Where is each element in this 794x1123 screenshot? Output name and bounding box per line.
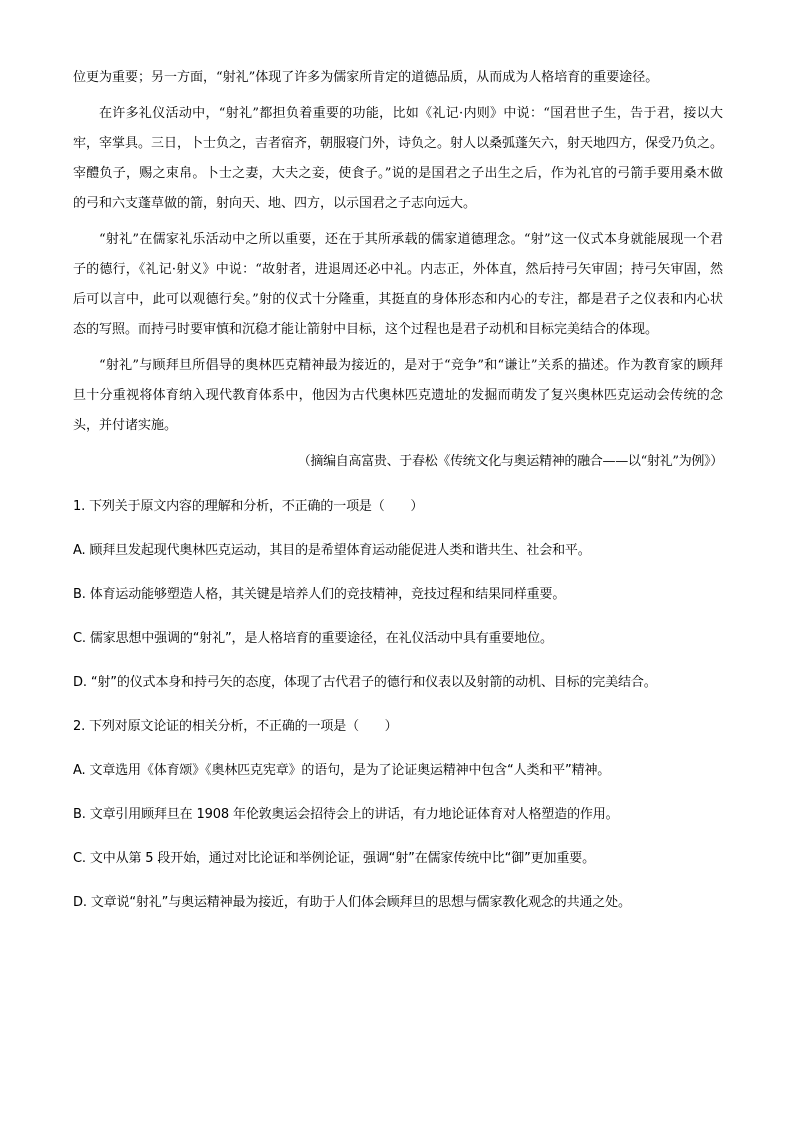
question-2 xyxy=(73,705,723,925)
answer-option-b: B. 文章引用顾拜旦在 1908 年伦敦奥运会招待会上的讲话，有力地论证体育对人格塑造的作用。 xyxy=(73,807,619,822)
passage-paragraph: “射礼”与顾拜旦所倡导的奥林匹克精神最为接近的，是对于“竞争”和“谦让”关系的描述。作为教育家的顾拜旦十分重视将体育纳入现代教育体系中，他因为古代奥林匹克遗址的发掘而萌发了复兴奥林匹克运动会传统的念头，并付诸实施。 xyxy=(73,358,723,433)
answer-option-b: B. 体育运动能够塑造人格，其关键是培养人们的竞技精神，竞技过程和结果同样重要。 xyxy=(73,587,566,602)
passage-paragraph: 在许多礼仪活动中，“射礼”都担负着重要的功能，比如《礼记·内则》中说：“国君世子生，告于君，接以大牢，宰掌具。三日，卜士负之，吉者宿齐，朝服寝门外，诗负之。射人以桑弧蓬矢六，射天地四方，保受乃负之。宰醴负子，赐之束帛。卜士之妻，大夫之妾，使食子。”说的是国君之子出生之后，作为礼官的弓箭手要用桑木做的弓和六支蓬草做的箭，射向天、地、四方，以示国君之子志向远大。 xyxy=(73,106,724,211)
answer-option-d: D. “射”的仪式本身和持弓矢的态度，体现了古代君子的德行和仪表以及射箭的动机、目标的完美结合。 xyxy=(73,675,657,690)
question-stem: 1. 下列关于原文内容的理解和分析，不正确的一项是（ ） xyxy=(73,499,424,514)
answer-option-a: A. 顾拜旦发起现代奥林匹克运动，其目的是希望体育运动能促进人类和谐共生、社会和平。 xyxy=(73,543,591,558)
reading-passage xyxy=(73,63,723,477)
document-page xyxy=(73,63,723,925)
question-stem: 2. 下列对原文论证的相关分析，不正确的一项是（ ） xyxy=(73,719,398,734)
answer-option-d: D. 文章说“射礼”与奥运精神最为接近，有助于人们体会顾拜旦的思想与儒家教化观念的共通之处。 xyxy=(73,895,631,910)
answer-option-c: C. 文中从第 5 段开始，通过对比论证和举例论证，强调“射”在儒家传统中比“御”更加重要。 xyxy=(73,851,595,866)
passage-source-citation: （摘编自高富贵、于春松《传统文化与奥运精神的融合——以“射礼”为例》） xyxy=(297,454,723,469)
question-1 xyxy=(73,485,723,705)
passage-paragraph-continued: 位更为重要；另一方面，“射礼”体现了许多为儒家所肯定的道德品质，从而成为人格培育的重要途径。 xyxy=(73,70,659,85)
answer-option-a: A. 文章选用《体育颂》《奥林匹克宪章》的语句，是为了论证奥运精神中包含“人类和平”精神。 xyxy=(73,763,611,778)
passage-paragraph: “射礼”在儒家礼乐活动中之所以重要，还在于其所承载的儒家道德理念。“射”这一仪式本身就能展现一个君子的德行，《礼记·射义》中说：“故射者，进退周还必中礼。内志正，外体直，然后持弓矢审固；持弓矢审固，然后可以言中，此可以观德行矣。”射的仪式十分隆重，其挺直的身体形态和内心的专注，都是君子之仪表和内心状态的写照。而持弓时要审慎和沉稳才能让箭射中目标，这个过程也是君子动机和目标完美结合的体现。 xyxy=(73,232,723,337)
answer-option-c: C. 儒家思想中强调的“射礼”，是人格培育的重要途径，在礼仪活动中具有重要地位。 xyxy=(73,631,553,646)
question-list xyxy=(73,485,723,925)
